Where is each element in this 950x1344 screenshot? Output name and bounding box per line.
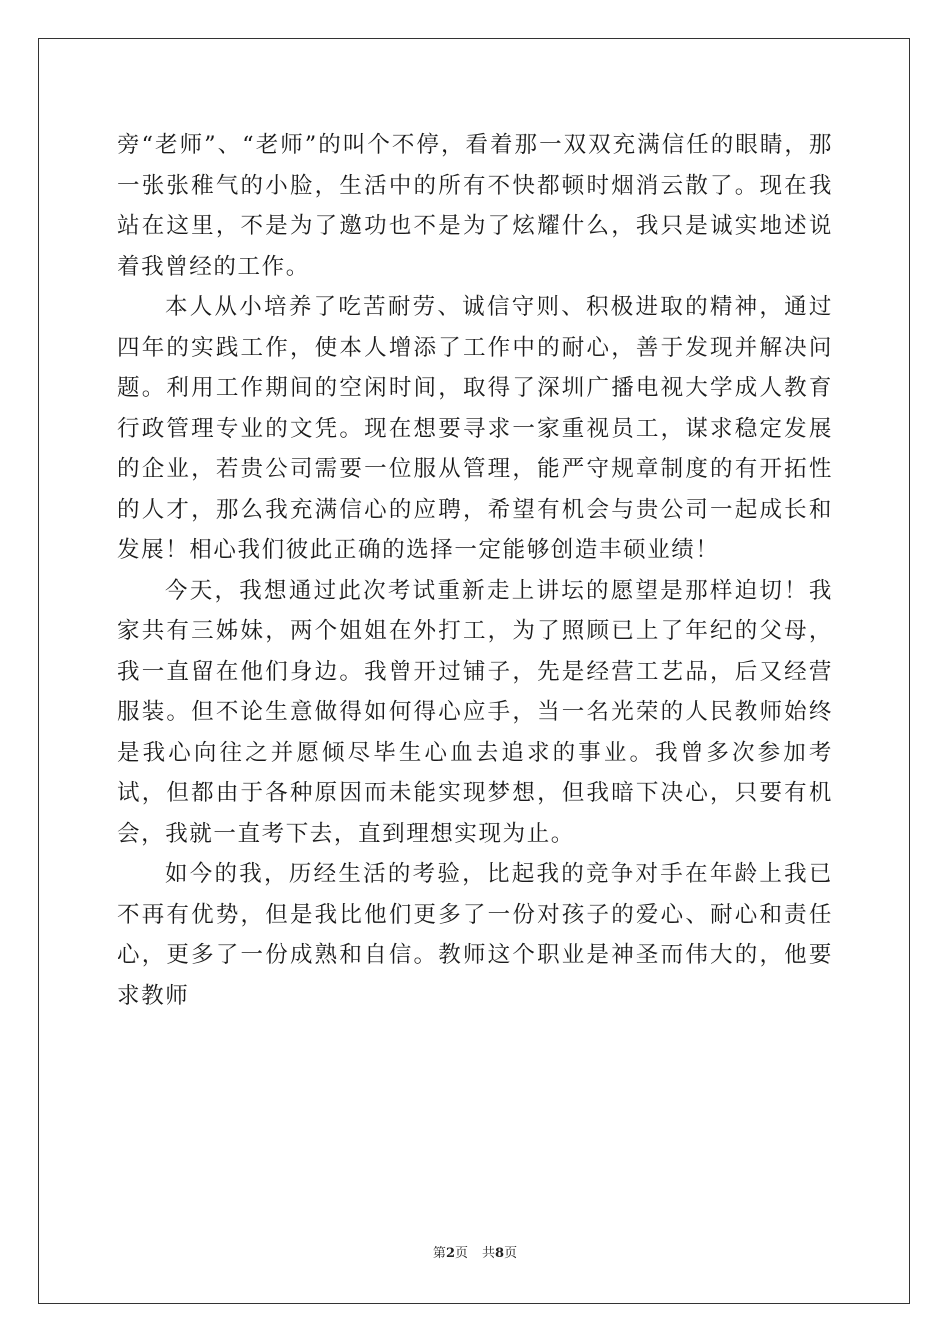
paragraph-4: 如今的我，历经生活的考验，比起我的竞争对手在年龄上我已不再有优势，但是我比他们更多了一份对孩子的爱心、耐心和责任心，更多了一份成熟和自信。教师这个职业是神圣而伟大的，他要求教师 xyxy=(117,861,833,1009)
page-current-number: 2 xyxy=(445,1246,455,1261)
page-suffix: 页 xyxy=(454,1246,468,1261)
paragraph-3: 今天，我想通过此次考试重新走上讲坛的愿望是那样迫切！我家共有三姊妹，两个姐姐在外打工，为了照顾已上了年纪的父母，我一直留在他们身边。我曾开过铺子，先是经营工艺品，后又经营服装。但不论生意做得如何得心应手，当一名光荣的人民教师始终是我心向往之并愿倾尽毕生心血去追求的事业。我曾多次参加考试，但都由于各种原因而未能实现梦想，但我暗下决心，只要有机会，我就一直考下去，直到理想实现为止。 xyxy=(117,577,833,847)
page-prefix: 第 xyxy=(432,1246,446,1261)
paragraph-2: 本人从小培养了吃苦耐劳、诚信守则、积极进取的精神，通过四年的实践工作，使本人增添了工作中的耐心，善于发现并解决问题。利用工作期间的空闲时间，取得了深圳广播电视大学成人教育行政管理专业的文凭。现在想要寻求一家重视员工，谋求稳定发展的企业，若贵公司需要一位服从管理，能严守规章制度的有开拓性的人才，那么我充满信心的应聘，希望有机会与贵公司一起成长和发展！相心我们彼此正确的选择一定能够创造丰硕业绩！ xyxy=(117,294,833,563)
document-body xyxy=(117,125,833,1016)
total-suffix: 页 xyxy=(504,1246,518,1261)
page-footer xyxy=(0,1246,950,1262)
page-total-number: 8 xyxy=(495,1246,505,1261)
paragraph-1: 旁“老师”、“老师”的叫个不停，看着那一双双充满信任的眼睛，那一张张稚气的小脸，生活中的所有不快都顿时烟消云散了。现在我站在这里，不是为了邀功也不是为了炫耀什么，我只是诚实地述说着我曾经的工作。 xyxy=(117,132,833,280)
total-prefix: 共 xyxy=(482,1246,496,1261)
